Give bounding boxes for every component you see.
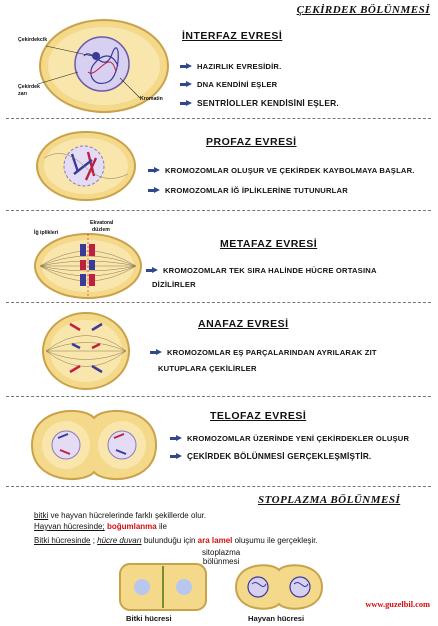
- animal-cell-description: Hayvan hücresinde; boğumlanma ile: [34, 522, 167, 531]
- plant-cell-caption: Bitki hücresi: [126, 614, 172, 623]
- cytokinesis-title: STOPLAZMA BÖLÜNMESİ: [258, 494, 401, 506]
- arrow-right-icon: [170, 435, 182, 442]
- prophase-line-2: KROMOZOMLAR İĞ İPLİKLERİNE TUTUNURLAR: [148, 186, 348, 195]
- prophase-line-1: KROMOZOMLAR OLUŞUR VE ÇEKİRDEK KAYBOLMAYA BAŞLAR.: [148, 166, 415, 175]
- website-link[interactable]: www.guzelbil.com: [365, 600, 430, 609]
- nucleolus-label: Çekirdekcik: [18, 37, 48, 43]
- equatorial-plane-label-2: düzlem: [92, 227, 110, 233]
- cytokinesis-intro: bitki ve hayvan hücrelerinde farklı şekillerde olur.: [34, 511, 207, 520]
- anaphase-line-2: KUTUPLARA ÇEKİLİRLER: [158, 364, 257, 373]
- metaphase-cell-illustration: [32, 230, 144, 302]
- anaphase-line-1: KROMOZOMLAR EŞ PARÇALARINDAN AYRILARAK ZIT: [150, 348, 377, 357]
- arrow-right-icon: [180, 81, 192, 88]
- metaphase-line-1: KROMOZOMLAR TEK SIRA HALİNDE HÜCRE ORTASINA: [146, 266, 377, 275]
- interphase-line-3: SENTRİOLLER KENDİSİNİ EŞLER.: [180, 98, 339, 108]
- telophase-title: TELOFAZ EVRESİ: [210, 410, 307, 422]
- metaphase-title: METAFAZ EVRESİ: [220, 238, 318, 250]
- arrow-right-icon: [170, 453, 182, 460]
- chromatin-label: Kromatin: [140, 96, 163, 102]
- animal-cell-illustration: [232, 562, 326, 612]
- interphase-line-2: DNA KENDİNİ EŞLER: [180, 80, 277, 89]
- page-title: ÇEKİRDEK BÖLÜNMESİ: [296, 4, 430, 16]
- arrow-right-icon: [148, 187, 160, 194]
- arrow-right-icon: [180, 100, 192, 107]
- telophase-line-2: ÇEKİRDEK BÖLÜNMESİ GERÇEKLEŞMİŞTİR.: [170, 452, 371, 461]
- equatorial-plane-label-1: Ekvatoral: [90, 220, 114, 226]
- telophase-line-1: KROMOZOMLAR ÜZERİNDE YENİ ÇEKİRDEKLER OLUŞUR: [170, 434, 409, 443]
- nuclear-membrane-label-1: Çekirdek: [18, 84, 40, 90]
- section-divider: [6, 302, 431, 303]
- arrow-right-icon: [150, 349, 162, 356]
- prophase-title: PROFAZ EVRESİ: [206, 136, 297, 148]
- prophase-cell-illustration: [34, 128, 138, 204]
- anaphase-title: ANAFAZ EVRESİ: [198, 318, 289, 330]
- plant-cell-illustration: [118, 562, 208, 612]
- metaphase-line-2: DİZİLİRLER: [152, 280, 196, 289]
- interphase-line-1: HAZIRLIK EVRESİDİR.: [180, 62, 281, 71]
- anaphase-cell-illustration: [40, 310, 132, 392]
- nuclear-membrane-label-2: zarı: [18, 91, 27, 97]
- spindle-fibers-label: İğ iplikleri: [34, 230, 59, 236]
- section-divider: [6, 396, 431, 397]
- cytokinesis-figure-title: sitoplazma bölünmesi: [202, 548, 241, 566]
- arrow-right-icon: [180, 63, 192, 70]
- interphase-title: İNTERFAZ EVRESİ: [182, 30, 283, 42]
- telophase-cell-illustration: [28, 404, 160, 486]
- animal-cell-caption: Hayvan hücresi: [248, 614, 305, 623]
- section-divider: [6, 118, 431, 119]
- arrow-right-icon: [146, 267, 158, 274]
- section-divider: [6, 210, 431, 211]
- plant-cell-description: Bitki hücresinde ; hücre duvarı bulunduğu için ara lamel oluşumu ile gerçekleşir.: [34, 536, 318, 545]
- arrow-right-icon: [148, 167, 160, 174]
- section-divider: [6, 486, 431, 487]
